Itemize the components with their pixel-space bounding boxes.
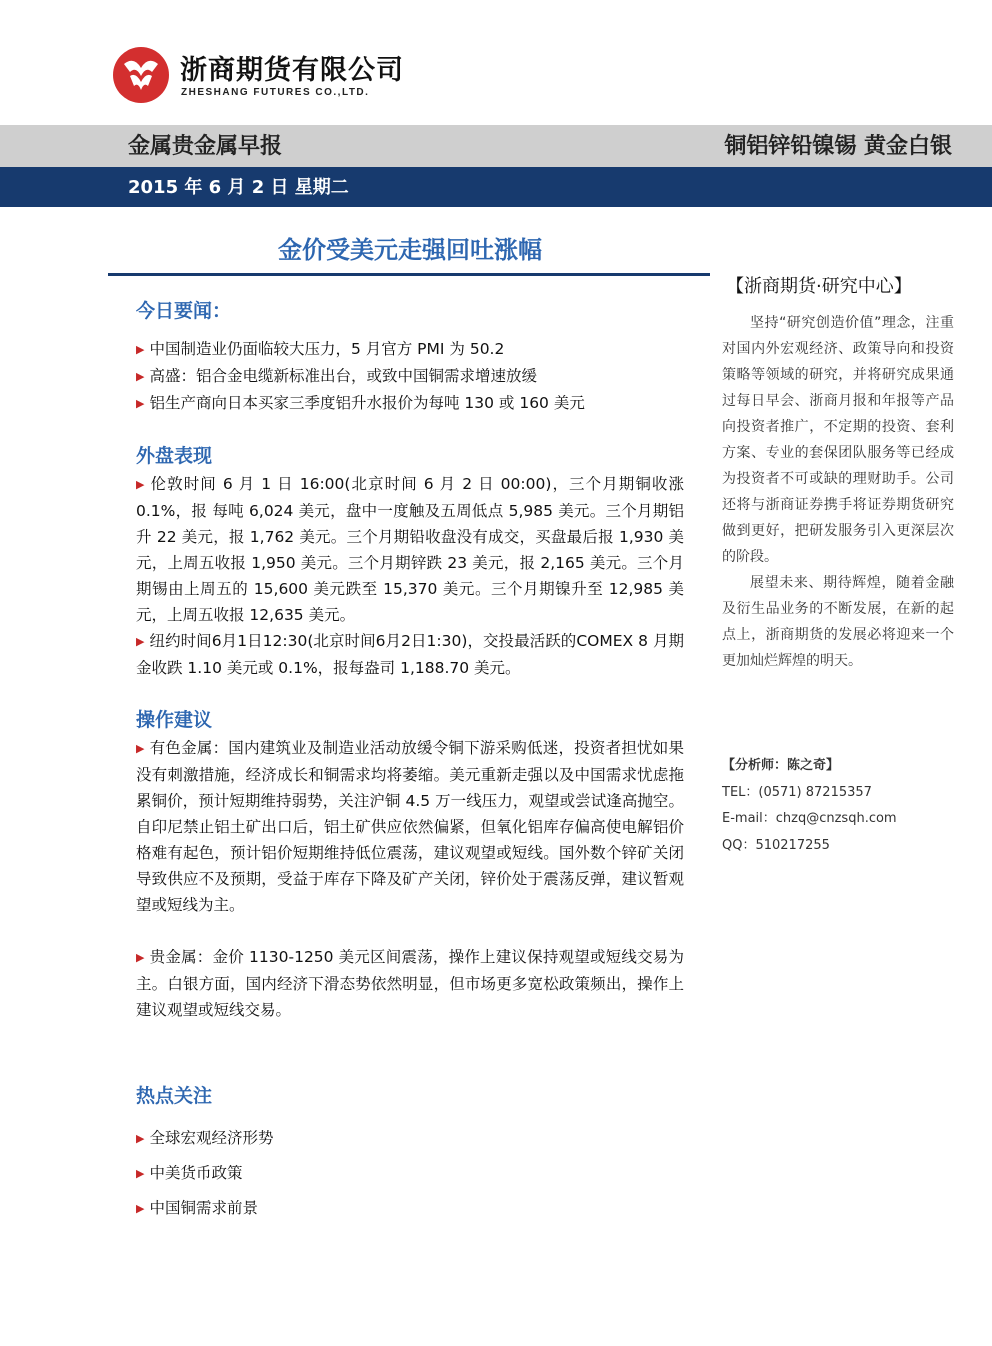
bullet-arrow-icon: ▶ [136,1132,145,1145]
company-logo-icon [112,46,170,104]
analyst-qq: QQ：510217255 [722,837,830,853]
news-item: ▶ 高盛：铝合金电缆新标准出台，或致中国铜需求增速放缓 [136,363,684,390]
advice-title: 操作建议 [136,709,213,731]
news-item: ▶ 中国制造业仍面临较大压力，5 月官方 PMI 为 50.2 [136,336,684,363]
hotspots-title: 热点关注 [136,1085,213,1107]
company-name-cn: 浙商期货有限公司 [180,55,404,86]
sidebar-paragraph: 坚持“研究创造价值”理念，注重对国内外宏观经济、政策导向和投资策略等领域的研究，并将研究成果通过每日早会、浙商月报和年报等产品向投资者推广，不定期的投资、套利方案、专业的套保团队服务等已经成为投资者不可或缺的理财助手。公司还将与浙商证券携手将证券期货研究做到更好，把研发服务引入更深层次的阶段。 [722,315,954,565]
bullet-arrow-icon: ▶ [136,1202,145,1215]
bullet-arrow-icon: ▶ [136,397,145,410]
metals-list: 铜铝锌铅镍锡 黄金白银 [724,134,952,159]
sidebar-intro [722,310,954,674]
analyst-name: 【分析师：陈之奇】 [722,758,840,773]
bullet-arrow-icon: ▶ [136,951,145,964]
analyst-contact [722,753,962,859]
hotspot-item: ▶ 全球宏观经济形势 [136,1121,684,1156]
bullet-arrow-icon: ▶ [136,343,145,356]
advice-paragraph: ▶ 有色金属：国内建筑业及制造业活动放缓令铜下游采购低迷，投资者担忧如果没有刺激措施，经济成长和铜需求均将萎缩。美元重新走强以及中国需求忧虑拖累铜价，预计短期维持弱势，关注沪铜 4.5 万一线压力，观望或尝试逢高抛空。自印尼禁止铝土矿出口后，铝土矿供应依然偏紧，但氧化铝库存偏高使电解铝价格难有起色，预计铝价短期维持低位震荡，建议观望或短线。国外数个锌矿关闭导致供应不及预期，受益于库存下降及矿产关闭，锌价处于震荡反弹，建议暂观望或短线为主。 [136,735,684,918]
bullet-arrow-icon: ▶ [136,635,145,648]
company-name-en: ZHESHANG FUTURES CO.,LTD. [181,87,370,98]
overseas-paragraph: ▶ 伦敦时间 6 月 1 日 16:00(北京时间 6 月 2 日 00:00)，三个月期铜收涨 0.1%，报 每吨 6,024 美元，盘中一度触及五周低点 5,985 美元。三个月期铝升 22 美元，报 1,762 美元。三个月期铅收盘没有成交，买盘最后报 1,930 美元，上周五收报 1,950 美元。三个月期锌跌 23 美元，报 2,165 美元。三个月期锡由上周五的 15,600 美元跌至 15,370 美元。三个月期镍升至 12,985 美元，上周五收报 12,635 美元。 [136,471,684,628]
hotspot-item: ▶ 中美货币政策 [136,1156,684,1191]
headline-divider [108,273,710,276]
main-content [136,296,684,1226]
news-item: ▶ 铝生产商向日本买家三季度铝升水报价为每吨 130 或 160 美元 [136,390,684,417]
report-date: 2015 年 6 月 2 日 星期二 [128,177,349,198]
bullet-arrow-icon: ▶ [136,478,145,491]
sidebar-paragraph: 展望未来、期待辉煌，随着金融及衍生品业务的不断发展，在新的起点上，浙商期货的发展必将迎来一个更加灿烂辉煌的明天。 [722,575,954,669]
overseas-title: 外盘表现 [136,445,213,467]
sidebar-title: 【浙商期货·研究中心】 [726,276,912,297]
report-type: 金属贵金属早报 [128,134,283,159]
overseas-paragraph: ▶ 纽约时间6月1日12:30(北京时间6月2日1:30)，交投最活跃的COMEX 8 月期金收跌 1.10 美元或 0.1%，报每盎司 1,188.70 美元。 [136,628,684,681]
bullet-arrow-icon: ▶ [136,1167,145,1180]
bullet-arrow-icon: ▶ [136,742,145,755]
news-title: 今日要闻： [136,300,232,322]
hotspot-item: ▶ 中国铜需求前景 [136,1191,684,1226]
headline: 金价受美元走强回吐涨幅 [278,236,542,264]
advice-paragraph: ▶ 贵金属：金价 1130-1250 美元区间震荡，操作上建议保持观望或短线交易为主。白银方面，国内经济下滑态势依然明显，但市场更多宽松政策频出，操作上建议观望或短线交易。 [136,944,684,1023]
analyst-email: E-mail：chzq@cnzsqh.com [722,811,897,826]
bullet-arrow-icon: ▶ [136,370,145,383]
analyst-tel: TEL：(0571) 87215357 [722,784,872,800]
